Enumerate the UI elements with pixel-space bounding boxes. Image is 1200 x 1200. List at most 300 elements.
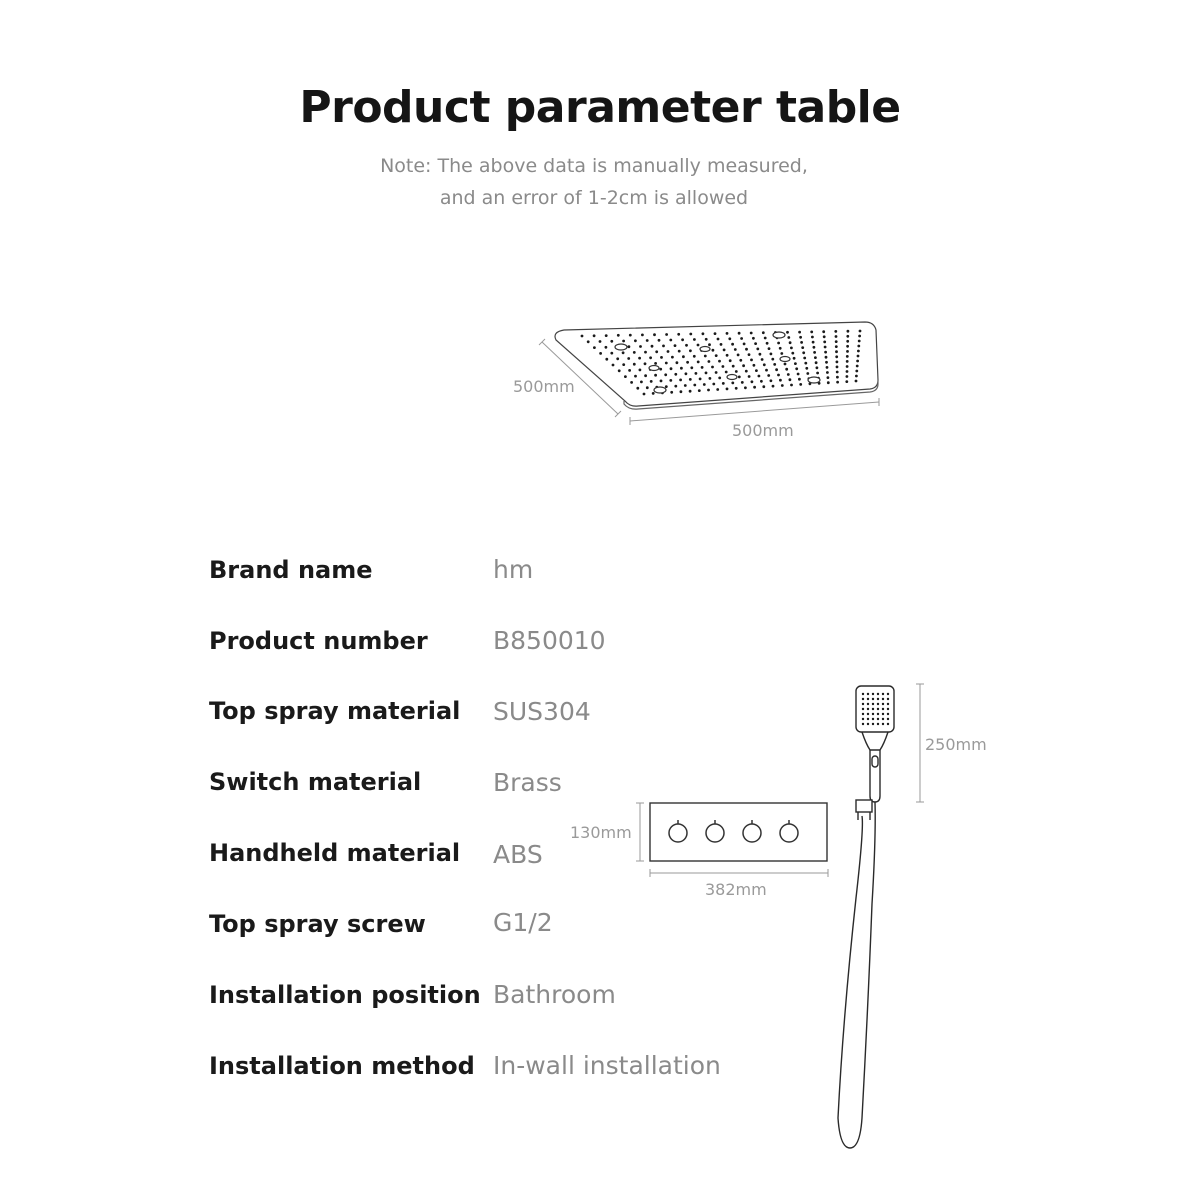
measurement-note-line-2: and an error of 1-2cm is allowed: [439, 187, 749, 209]
handheld-nozzle-dot: [877, 723, 879, 725]
nozzle-dot: [644, 351, 647, 354]
nozzle-dot: [644, 362, 647, 365]
handheld-nozzle-dot: [872, 698, 874, 700]
parameter-value: SUS304: [493, 697, 591, 726]
parameter-label: Top spray screw: [209, 910, 426, 938]
handheld-nozzle-dot: [862, 718, 864, 720]
nozzle-dot: [679, 379, 682, 382]
handheld-nozzle-dot: [867, 723, 869, 725]
nozzle-dot: [718, 377, 721, 380]
nozzle-dot: [856, 365, 859, 368]
nozzle-dot: [836, 366, 839, 369]
nozzle-dot: [734, 348, 737, 351]
parameter-label: Switch material: [209, 768, 422, 796]
nozzle-dot: [781, 384, 784, 387]
nozzle-dot: [810, 331, 813, 334]
parameter-value: In-wall installation: [493, 1051, 721, 1080]
nozzle-dot: [770, 353, 773, 356]
nozzle-dot: [652, 392, 655, 395]
handheld-nozzle-dot: [882, 698, 884, 700]
nozzle-dot: [756, 348, 759, 351]
nozzle-dot: [775, 368, 778, 371]
nozzle-dot: [711, 366, 714, 369]
handheld-nozzle-dot: [882, 718, 884, 720]
handheld-nozzle-dot: [887, 703, 889, 705]
nozzle-dot: [815, 361, 818, 364]
nozzle-dot: [616, 357, 619, 360]
nozzle-dot: [857, 350, 860, 353]
nozzle-dot: [581, 335, 584, 338]
nozzle-dot: [846, 375, 849, 378]
nozzle-dot: [599, 352, 602, 355]
nozzle-dot: [605, 358, 608, 361]
nozzle-dot: [835, 355, 838, 358]
handheld-nozzle-dot: [867, 693, 869, 695]
nozzle-dot: [646, 386, 649, 389]
nozzle-dot: [618, 369, 621, 372]
nozzle-dot: [835, 350, 838, 353]
nozzle-dot: [715, 371, 718, 374]
nozzle-dot: [669, 379, 672, 382]
nozzle-dot: [759, 353, 762, 356]
control-knob-icon: [669, 824, 687, 842]
nozzle-dot: [698, 389, 701, 392]
nozzle-dot: [629, 334, 632, 337]
nozzle-dot: [732, 365, 735, 368]
nozzle-dot: [716, 388, 719, 391]
nozzle-dot: [743, 343, 746, 346]
nozzle-dot: [674, 373, 677, 376]
nozzle-dot: [826, 371, 829, 374]
handheld-nozzle-dot: [877, 713, 879, 715]
nozzle-dot: [857, 355, 860, 358]
nozzle-dot: [846, 340, 849, 343]
nozzle-dot: [825, 356, 828, 359]
handheld-nozzle-dot: [872, 708, 874, 710]
nozzle-dot: [633, 363, 636, 366]
nozzle-dot: [689, 390, 692, 393]
nozzle-dot: [612, 364, 615, 367]
nozzle-dot: [670, 367, 673, 370]
handheld-nozzle-dot: [867, 713, 869, 715]
nozzle-dot: [859, 330, 862, 333]
handheld-nozzle-dot: [872, 703, 874, 705]
nozzle-dot: [793, 357, 796, 360]
nozzle-dot: [784, 363, 787, 366]
nozzle-dot: [803, 357, 806, 360]
nozzle-dot: [855, 375, 858, 378]
nozzle-dot: [714, 332, 717, 335]
nozzle-dot: [722, 382, 725, 385]
nozzle-dot: [791, 352, 794, 355]
nozzle-dot: [708, 360, 711, 363]
nozzle-dot: [617, 334, 620, 337]
nozzle-dot: [674, 385, 677, 388]
nozzle-dot: [799, 383, 802, 386]
nozzle-dot: [777, 374, 780, 377]
nozzle-dot: [737, 354, 740, 357]
nozzle-dot: [697, 361, 700, 364]
nozzle-dot: [798, 378, 801, 381]
nozzle-dot: [712, 349, 715, 352]
nozzle-dot: [773, 363, 776, 366]
nozzle-dot: [729, 359, 732, 362]
nozzle-dot: [813, 351, 816, 354]
nozzle-dot: [660, 356, 663, 359]
nozzle-dot: [610, 340, 613, 343]
nozzle-dot: [790, 384, 793, 387]
nozzle-dot: [826, 366, 829, 369]
nozzle-dot: [858, 335, 861, 338]
nozzle-dot: [748, 353, 751, 356]
nozzle-dot: [824, 351, 827, 354]
parameter-value: Bathroom: [493, 980, 616, 1009]
nozzle-dot: [748, 375, 751, 378]
nozzle-dot: [836, 361, 839, 364]
nozzle-dot: [731, 343, 734, 346]
nozzle-dot: [662, 345, 665, 348]
nozzle-dot: [685, 344, 688, 347]
nozzle-dot: [858, 340, 861, 343]
nozzle-dot: [813, 346, 816, 349]
nozzle-dot: [622, 363, 625, 366]
nozzle-dot: [712, 383, 715, 386]
handheld-nozzle-dot: [877, 703, 879, 705]
handheld-nozzle-dot: [872, 723, 874, 725]
handheld-shower-icon: [828, 678, 938, 1160]
nozzle-dot: [643, 393, 646, 396]
nozzle-dot: [676, 361, 679, 364]
nozzle-dot: [704, 355, 707, 358]
handheld-nozzle-dot: [867, 698, 869, 700]
nozzle-dot: [846, 350, 849, 353]
nozzle-dot: [685, 372, 688, 375]
handheld-height-label: 250mm: [925, 735, 987, 754]
nozzle-dot: [650, 380, 653, 383]
nozzle-dot: [797, 373, 800, 376]
parameter-label: Brand name: [209, 556, 373, 584]
nozzle-dot: [689, 378, 692, 381]
parameter-value: ABS: [493, 840, 543, 869]
nozzle-dot: [739, 359, 742, 362]
nozzle-dot: [763, 363, 766, 366]
handheld-nozzle-dot: [882, 723, 884, 725]
nozzle-dot: [755, 369, 758, 372]
nozzle-dot: [701, 366, 704, 369]
nozzle-dot: [741, 381, 744, 384]
nozzle-dot: [835, 345, 838, 348]
nozzle-dot: [641, 334, 644, 337]
nozzle-dot: [605, 334, 608, 337]
handheld-nozzle-dot: [862, 698, 864, 700]
nozzle-dot: [638, 357, 641, 360]
nozzle-dot: [587, 340, 590, 343]
nozzle-dot: [669, 339, 672, 342]
nozzle-dot: [798, 331, 801, 334]
nozzle-dot: [708, 343, 711, 346]
nozzle-dot: [728, 337, 731, 340]
nozzle-dot: [718, 360, 721, 363]
nozzle-dot: [765, 369, 768, 372]
nozzle-dot: [703, 383, 706, 386]
nozzle-dot: [649, 356, 652, 359]
nozzle-dot: [789, 341, 792, 344]
nozzle-dot: [644, 374, 647, 377]
parameter-value: G1/2: [493, 908, 553, 937]
handheld-nozzle-dot: [867, 703, 869, 705]
nozzle-dot: [816, 366, 819, 369]
handheld-nozzle-dot: [862, 708, 864, 710]
nozzle-dot: [804, 362, 807, 365]
nozzle-dot: [790, 347, 793, 350]
nozzle-dot: [659, 368, 662, 371]
parameter-value: hm: [493, 555, 534, 584]
nozzle-dot: [634, 339, 637, 342]
nozzle-dot: [723, 349, 726, 352]
nozzle-dot: [646, 339, 649, 342]
handheld-nozzle-dot: [877, 698, 879, 700]
control-knob-icon: [743, 824, 761, 842]
nozzle-dot: [633, 351, 636, 354]
nozzle-dot: [665, 385, 668, 388]
handheld-nozzle-dot: [882, 693, 884, 695]
nozzle-dot: [835, 335, 838, 338]
nozzle-dot: [693, 338, 696, 341]
nozzle-dot: [731, 382, 734, 385]
nozzle-dot: [605, 346, 608, 349]
nozzle-dot: [800, 341, 803, 344]
handheld-nozzle-dot: [862, 723, 864, 725]
nozzle-dot: [846, 355, 849, 358]
nozzle-dot: [678, 350, 681, 353]
nozzle-dot: [715, 354, 718, 357]
nozzle-dot: [653, 333, 656, 336]
nozzle-dot: [610, 352, 613, 355]
handheld-nozzle-dot: [887, 698, 889, 700]
handheld-nozzle-dot: [862, 693, 864, 695]
nozzle-dot: [695, 372, 698, 375]
nozzle-dot: [787, 373, 790, 376]
nozzle-dot: [846, 370, 849, 373]
nozzle-dot: [720, 343, 723, 346]
nozzle-dot: [780, 352, 783, 355]
handheld-nozzle-dot: [887, 708, 889, 710]
nozzle-dot: [709, 377, 712, 380]
nozzle-dot: [779, 379, 782, 382]
parameter-label: Installation position: [209, 981, 481, 1009]
nozzle-dot: [682, 355, 685, 358]
nozzle-dot: [686, 361, 689, 364]
handheld-nozzle-dot: [867, 718, 869, 720]
control-knob-icon: [706, 824, 724, 842]
nozzle-dot: [834, 330, 837, 333]
nozzle-dot: [707, 389, 710, 392]
nozzle-dot: [777, 342, 780, 345]
nozzle-dot: [762, 331, 765, 334]
measurement-note-line-1: Note: The above data is manually measured,: [380, 155, 808, 177]
nozzle-dot: [681, 338, 684, 341]
nozzle-dot: [622, 351, 625, 354]
handheld-nozzle-dot: [877, 693, 879, 695]
nozzle-dot: [735, 387, 738, 390]
nozzle-dot: [660, 380, 663, 383]
page-title: Product parameter table: [299, 82, 901, 133]
nozzle-dot: [823, 341, 826, 344]
nozzle-dot: [761, 358, 764, 361]
parameter-label: Top spray material: [209, 697, 461, 725]
handheld-nozzle-dot: [887, 713, 889, 715]
nozzle-dot: [752, 337, 755, 340]
nozzle-dot: [628, 369, 631, 372]
handheld-nozzle-dot: [872, 713, 874, 715]
handheld-nozzle-dot: [877, 708, 879, 710]
nozzle-dot: [670, 391, 673, 394]
nozzle-dot: [640, 381, 643, 384]
nozzle-dot: [636, 387, 639, 390]
nozzle-dot: [622, 340, 625, 343]
nozzle-dot: [655, 350, 658, 353]
nozzle-dot: [667, 350, 670, 353]
nozzle-dot: [847, 330, 850, 333]
handheld-nozzle-dot: [867, 708, 869, 710]
nozzle-dot: [836, 381, 839, 384]
nozzle-dot: [742, 364, 745, 367]
nozzle-dot: [846, 360, 849, 363]
nozzle-dot: [758, 375, 761, 378]
nozzle-dot: [805, 367, 808, 370]
nozzle-dot: [664, 373, 667, 376]
nozzle-dot: [738, 376, 741, 379]
handheld-nozzle-dot: [877, 718, 879, 720]
handheld-nozzle-dot: [872, 718, 874, 720]
parameter-label: Product number: [209, 627, 428, 655]
nozzle-dot: [801, 346, 804, 349]
handheld-nozzle-dot: [862, 703, 864, 705]
nozzle-dot: [825, 361, 828, 364]
nozzle-dot: [786, 331, 789, 334]
nozzle-dot: [658, 339, 661, 342]
nozzle-dot: [693, 384, 696, 387]
nozzle-dot: [770, 379, 773, 382]
nozzle-dot: [768, 347, 771, 350]
nozzle-dot: [812, 341, 815, 344]
nozzle-dot: [674, 344, 677, 347]
nozzle-dot: [722, 365, 725, 368]
nozzle-dot: [846, 335, 849, 338]
handheld-nozzle-dot: [882, 708, 884, 710]
nozzle-dot: [753, 386, 756, 389]
nozzle-dot: [789, 378, 792, 381]
showerhead-depth-label: 500mm: [513, 377, 575, 396]
nozzle-dot: [857, 345, 860, 348]
control-panel-height-label: 130mm: [570, 823, 632, 842]
nozzle-dot: [630, 381, 633, 384]
nozzle-dot: [794, 362, 797, 365]
nozzle-dot: [680, 390, 683, 393]
nozzle-dot: [751, 380, 754, 383]
nozzle-dot: [750, 332, 753, 335]
nozzle-dot: [654, 362, 657, 365]
nozzle-dot: [785, 368, 788, 371]
nozzle-dot: [726, 354, 729, 357]
parameter-label: Handheld material: [209, 839, 461, 867]
nozzle-dot: [855, 380, 858, 383]
parameter-label: Installation method: [209, 1052, 475, 1080]
nozzle-dot: [689, 349, 692, 352]
nozzle-dot: [799, 336, 802, 339]
nozzle-dot: [744, 386, 747, 389]
nozzle-dot: [824, 346, 827, 349]
nozzle-dot: [593, 334, 596, 337]
nozzle-dot: [627, 357, 630, 360]
nozzle-dot: [816, 372, 819, 375]
nozzle-dot: [771, 358, 774, 361]
nozzle-dot: [856, 360, 859, 363]
nozzle-dot: [802, 351, 805, 354]
nozzle-dot: [705, 338, 708, 341]
nozzle-dot: [665, 362, 668, 365]
nozzle-dot: [671, 356, 674, 359]
nozzle-dot: [693, 355, 696, 358]
nozzle-dot: [705, 372, 708, 375]
nozzle-dot: [690, 366, 693, 369]
nozzle-dot: [634, 375, 637, 378]
nozzle-dot: [811, 336, 814, 339]
nozzle-dot: [699, 378, 702, 381]
nozzle-dot: [754, 342, 757, 345]
handheld-nozzle-dot: [882, 703, 884, 705]
nozzle-dot: [654, 374, 657, 377]
nozzle-dot: [689, 333, 692, 336]
nozzle-dot: [787, 336, 790, 339]
nozzle-dot: [836, 371, 839, 374]
parameter-value: B850010: [493, 626, 606, 655]
nozzle-dot: [726, 388, 729, 391]
nozzle-dot: [740, 337, 743, 340]
nozzle-dot: [762, 385, 765, 388]
nozzle-dot: [806, 372, 809, 375]
nozzle-dot: [823, 335, 826, 338]
control-panel-width-label: 382mm: [705, 880, 767, 899]
nozzle-dot: [772, 385, 775, 388]
parameter-value: Brass: [493, 768, 562, 797]
nozzle-dot: [677, 333, 680, 336]
nozzle-dot: [684, 384, 687, 387]
handheld-nozzle-dot: [882, 713, 884, 715]
nozzle-dot: [735, 370, 738, 373]
nozzle-dot: [738, 332, 741, 335]
nozzle-dot: [726, 332, 729, 335]
nozzle-dot: [846, 345, 849, 348]
nozzle-dot: [766, 342, 769, 345]
handheld-nozzle-dot: [887, 693, 889, 695]
nozzle-dot: [725, 371, 728, 374]
nozzle-dot: [827, 381, 830, 384]
nozzle-dot: [836, 376, 839, 379]
showerhead-width-label: 500mm: [732, 421, 794, 440]
nozzle-dot: [599, 340, 602, 343]
nozzle-dot: [760, 380, 763, 383]
nozzle-dot: [767, 374, 770, 377]
handheld-nozzle-dot: [862, 713, 864, 715]
nozzle-dot: [639, 369, 642, 372]
nozzle-dot: [753, 364, 756, 367]
nozzle-dot: [779, 347, 782, 350]
handheld-nozzle-dot: [872, 693, 874, 695]
nozzle-dot: [665, 333, 668, 336]
nozzle-dot: [846, 365, 849, 368]
control-knob-icon: [780, 824, 798, 842]
